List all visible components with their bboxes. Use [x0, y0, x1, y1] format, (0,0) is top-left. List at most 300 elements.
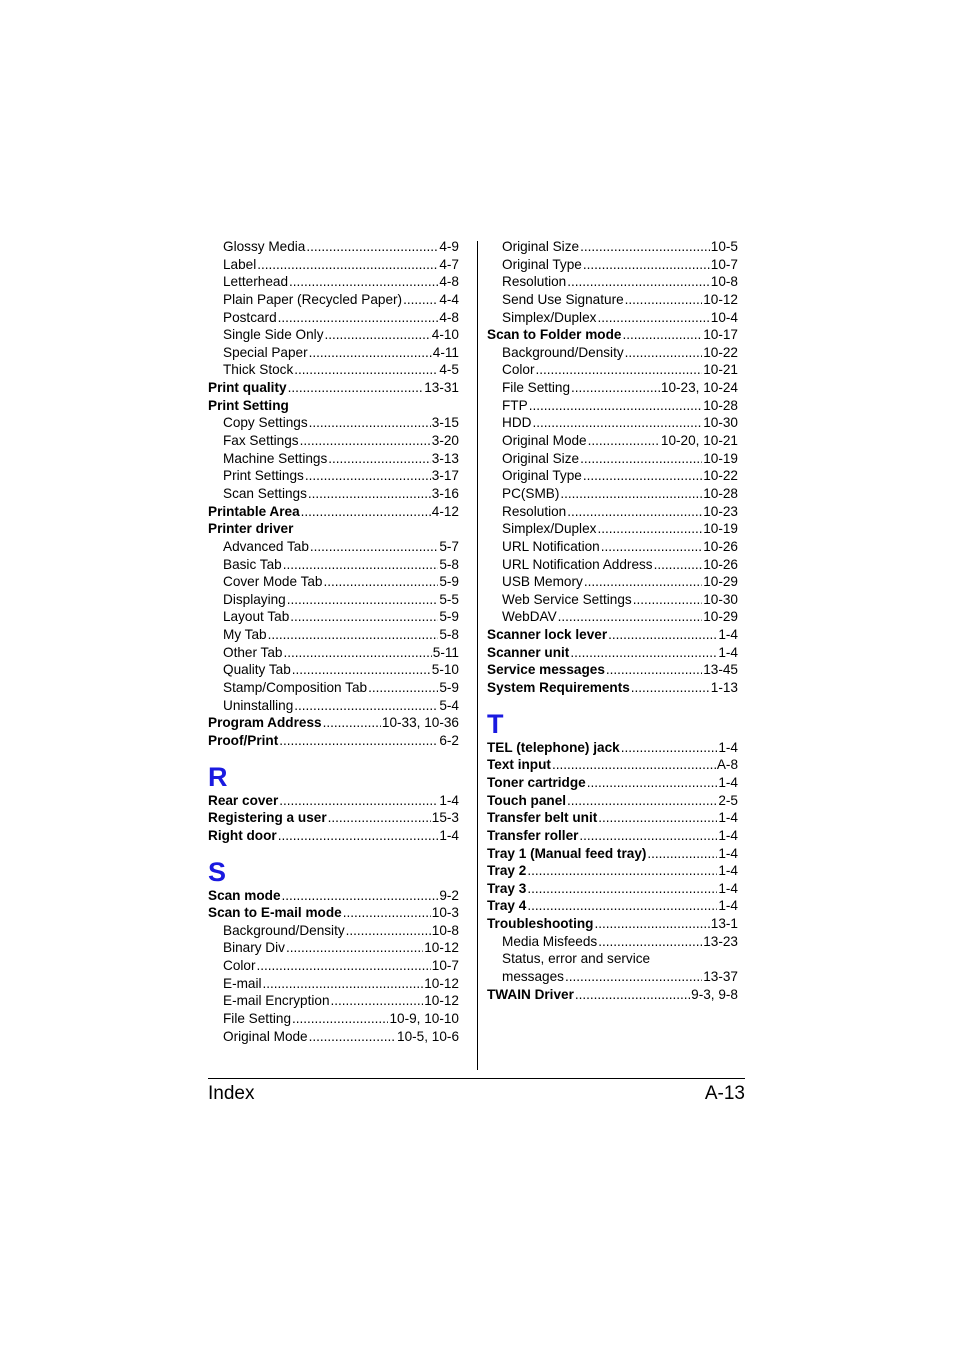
entry-page-ref: 10-12 — [424, 940, 459, 956]
dot-leader — [654, 556, 703, 574]
index-entry — [208, 904, 459, 922]
dot-leader — [309, 414, 431, 432]
index-entry — [487, 845, 738, 863]
entry-label: messages — [502, 968, 564, 984]
entry-page-ref: 5-7 — [439, 538, 459, 554]
entry-page-ref: 10-29 — [703, 609, 738, 625]
index-subentry — [487, 573, 738, 591]
index-subentry — [208, 644, 459, 662]
entry-label: Original Size — [502, 239, 580, 254]
dot-leader — [565, 968, 702, 986]
dot-leader — [567, 792, 717, 810]
entry-page-ref: 1-4 — [718, 810, 738, 826]
index-entry — [487, 756, 738, 774]
entry-label: Print quality — [208, 380, 287, 396]
entry-page-ref: 10-33, 10-36 — [381, 715, 459, 731]
dot-leader — [594, 915, 709, 933]
entry-label: Service messages — [487, 662, 605, 678]
footer-page-number: A-13 — [704, 1083, 745, 1104]
dot-leader — [579, 827, 717, 845]
dot-leader — [268, 626, 439, 644]
entry-label: My Tab — [223, 627, 267, 643]
index-subentry — [208, 361, 459, 379]
entry-label: Background/Density — [502, 344, 624, 360]
entry-label: Color — [502, 362, 535, 378]
index-subentry — [487, 608, 738, 626]
entry-page-ref: 10-22 — [703, 344, 738, 360]
entry-page-ref: 13-1 — [710, 916, 738, 932]
index-entry — [208, 827, 459, 845]
dot-leader — [633, 591, 703, 609]
dot-leader — [328, 809, 431, 827]
entry-page-ref: 4-5 — [439, 362, 459, 378]
dot-leader — [552, 756, 716, 774]
entry-page-ref: 3-15 — [431, 415, 459, 431]
entry-label: Layout Tab — [223, 609, 290, 625]
dot-leader — [606, 661, 702, 679]
dot-leader — [558, 608, 703, 626]
dot-leader — [256, 957, 430, 975]
entry-label: URL Notification Address — [502, 556, 653, 572]
entry-page-ref: 1-4 — [439, 827, 459, 843]
entry-page-ref: 1-4 — [718, 898, 738, 914]
entry-page-ref: 13-45 — [703, 662, 738, 678]
entry-page-ref: 5-5 — [439, 591, 459, 607]
dot-leader — [288, 379, 424, 397]
dot-leader — [532, 414, 702, 432]
entry-page-ref: 10-21 — [703, 362, 738, 378]
entry-page-ref: 13-37 — [703, 968, 738, 984]
index-subentry — [208, 291, 459, 309]
dot-leader — [570, 644, 717, 662]
entry-label: Quality Tab — [223, 662, 291, 678]
index-subentry — [487, 556, 738, 574]
dot-leader — [282, 887, 439, 905]
index-entry — [208, 520, 459, 538]
entry-label: Transfer belt unit — [487, 810, 598, 826]
entry-page-ref: 1-4 — [439, 792, 459, 808]
dot-leader — [309, 344, 432, 362]
entry-page-ref: 4-7 — [439, 256, 459, 272]
dot-leader — [625, 291, 703, 309]
dot-leader — [289, 273, 438, 291]
index-subentry — [487, 591, 738, 609]
column-divider — [477, 241, 478, 1070]
index-entry — [487, 326, 738, 344]
index-subentry — [487, 538, 738, 556]
entry-label: Thick Stock — [223, 362, 294, 378]
dot-leader — [529, 397, 703, 415]
entry-page-ref: 1-4 — [718, 644, 738, 660]
entry-label: FTP — [502, 397, 528, 413]
entry-label: E-mail — [223, 975, 262, 991]
index-entry — [487, 661, 738, 679]
entry-label: Touch panel — [487, 792, 567, 808]
index-entry — [487, 986, 738, 1004]
index-subentry — [487, 379, 738, 397]
index-entry — [208, 714, 459, 732]
entry-page-ref: 5-11 — [432, 644, 459, 660]
entry-label: Tray 2 — [487, 863, 527, 879]
entry-label: Fax Settings — [223, 433, 299, 449]
entry-label: Color — [223, 958, 256, 974]
entry-label: Other Tab — [223, 644, 283, 660]
entry-page-ref: 10-30 — [703, 591, 738, 607]
entry-label: Printable Area — [208, 503, 300, 519]
index-subentry — [208, 975, 459, 993]
index-subentry — [208, 957, 459, 975]
entry-page-ref: 1-4 — [718, 739, 738, 755]
entry-label: Print Setting — [208, 397, 289, 413]
entry-label: Original Mode — [502, 433, 587, 449]
entry-label: Rear cover — [208, 792, 279, 808]
entry-page-ref: 10-26 — [703, 556, 738, 572]
index-subentry — [487, 414, 738, 432]
entry-label: Registering a user — [208, 810, 327, 826]
index-subentry — [208, 238, 459, 256]
index-subentry — [208, 1010, 459, 1028]
index-subentry — [208, 538, 459, 556]
entry-page-ref: 10-28 — [703, 485, 738, 501]
index-entry — [487, 792, 738, 810]
entry-label: Cover Mode Tab — [223, 574, 323, 590]
entry-page-ref: 5-8 — [439, 627, 459, 643]
entry-page-ref: 5-4 — [439, 697, 459, 713]
entry-label: Transfer roller — [487, 827, 579, 843]
index-subentry — [208, 608, 459, 626]
index-entry — [487, 827, 738, 845]
index-entry — [487, 626, 738, 644]
dot-leader — [278, 309, 439, 327]
entry-page-ref: 10-5, 10-6 — [397, 1028, 459, 1044]
index-subentry — [208, 450, 459, 468]
dot-leader — [287, 591, 439, 609]
entry-page-ref: 15-3 — [431, 810, 459, 826]
entry-label: Background/Density — [223, 922, 345, 938]
dot-leader — [310, 538, 438, 556]
entry-page-ref: 10-8 — [431, 922, 459, 938]
footer-section-title: Index — [208, 1083, 255, 1104]
index-subentry — [208, 309, 459, 327]
dot-leader — [294, 697, 438, 715]
footer-rule — [208, 1078, 745, 1079]
entry-label: Scanner unit — [487, 644, 570, 660]
entry-page-ref: 1-4 — [718, 627, 738, 643]
entry-label: Print Settings — [223, 468, 304, 484]
index-entry — [487, 897, 738, 915]
dot-leader — [622, 326, 702, 344]
index-subentry — [208, 273, 459, 291]
index-subentry — [208, 485, 459, 503]
dot-leader — [328, 450, 431, 468]
entry-label: Basic Tab — [223, 556, 282, 572]
entry-label: Original Type — [502, 468, 582, 484]
index-subentry — [208, 556, 459, 574]
dot-leader — [587, 774, 718, 792]
entry-page-ref: 10-4 — [710, 309, 738, 325]
index-subentry — [208, 939, 459, 957]
entry-label: Displaying — [223, 591, 286, 607]
dot-leader — [575, 986, 690, 1004]
entry-label: Send Use Signature — [502, 291, 624, 307]
index-entry — [208, 792, 459, 810]
dot-leader — [300, 432, 431, 450]
dot-leader — [346, 922, 431, 940]
index-subentry — [487, 467, 738, 485]
dot-leader — [292, 1010, 388, 1028]
entry-page-ref: 1-4 — [718, 774, 738, 790]
entry-label: Toner cartridge — [487, 774, 586, 790]
dot-leader — [279, 732, 438, 750]
dot-leader — [368, 679, 438, 697]
entry-page-ref: 10-23 — [703, 503, 738, 519]
dot-leader — [580, 450, 702, 468]
entry-label: Scan Settings — [223, 485, 307, 501]
dot-leader — [294, 361, 438, 379]
entry-page-ref: 1-4 — [718, 827, 738, 843]
index-entry — [208, 887, 459, 905]
entry-label: Text input — [487, 757, 551, 773]
entry-label: Single Side Only — [223, 327, 324, 343]
dot-leader — [583, 467, 702, 485]
entry-label: TWAIN Driver — [487, 986, 574, 1002]
index-entry — [208, 503, 459, 521]
entry-page-ref: 10-12 — [703, 291, 738, 307]
entry-label: USB Memory — [502, 574, 583, 590]
entry-label: Special Paper — [223, 344, 308, 360]
entry-label: Status, error and service — [502, 951, 651, 967]
index-subentry — [487, 503, 738, 521]
index-subentry — [487, 238, 738, 256]
index-subentry — [208, 679, 459, 697]
index-subentry — [208, 432, 459, 450]
entry-page-ref: 3-16 — [431, 485, 459, 501]
index-subentry — [208, 326, 459, 344]
index-entry — [487, 739, 738, 757]
entry-page-ref: 4-4 — [439, 291, 459, 307]
entry-page-ref: 10-7 — [710, 256, 738, 272]
entry-label: Label — [223, 256, 257, 272]
entry-page-ref: 10-30 — [703, 415, 738, 431]
dot-leader — [580, 238, 710, 256]
index-entry — [487, 679, 738, 697]
index-subentry — [487, 273, 738, 291]
entry-label: Tray 3 — [487, 880, 527, 896]
entry-page-ref: 10-26 — [703, 538, 738, 554]
dot-leader — [283, 644, 431, 662]
entry-label: Uninstalling — [223, 697, 294, 713]
dot-leader — [343, 904, 431, 922]
dot-leader — [403, 291, 438, 309]
entry-label: Simplex/Duplex — [502, 521, 597, 537]
dot-leader — [292, 661, 431, 679]
dot-leader — [588, 432, 660, 450]
index-subentry — [487, 361, 738, 379]
entry-page-ref: 1-4 — [718, 880, 738, 896]
entry-page-ref: 3-20 — [431, 433, 459, 449]
dot-leader — [257, 256, 438, 274]
dot-leader — [597, 309, 709, 327]
entry-label: Glossy Media — [223, 239, 306, 254]
index-entry — [208, 732, 459, 750]
index-entry — [487, 880, 738, 898]
entry-label: Program Address — [208, 715, 322, 731]
entry-label: TEL (telephone) jack — [487, 739, 620, 755]
index-subentry — [487, 450, 738, 468]
index-subentry — [487, 485, 738, 503]
entry-label: Copy Settings — [223, 415, 308, 431]
entry-page-ref: 4-11 — [432, 344, 459, 360]
index-subentry — [487, 520, 738, 538]
index-entry — [487, 862, 738, 880]
index-subentry — [487, 950, 738, 968]
entry-label: Scan mode — [208, 887, 281, 903]
entry-page-ref: 5-8 — [439, 556, 459, 572]
dot-leader — [567, 273, 710, 291]
entry-page-ref: A-8 — [716, 757, 738, 773]
index-subentry — [208, 1028, 459, 1046]
index-subentry — [487, 933, 738, 951]
index-subentry — [487, 291, 738, 309]
dot-leader — [598, 809, 717, 827]
dot-leader — [308, 485, 431, 503]
entry-page-ref: 10-22 — [703, 468, 738, 484]
dot-leader — [263, 975, 424, 993]
dot-leader — [583, 256, 710, 274]
entry-label: URL Notification — [502, 538, 600, 554]
index-subentry — [487, 256, 738, 274]
entry-page-ref: 4-8 — [439, 309, 459, 325]
entry-page-ref: 9-2 — [439, 887, 459, 903]
entry-page-ref: 2-5 — [718, 792, 738, 808]
entry-page-ref: 5-9 — [439, 609, 459, 625]
entry-label: Letterhead — [223, 274, 289, 290]
index-subentry — [208, 344, 459, 362]
entry-label: Binary Div — [223, 940, 285, 956]
dot-leader — [283, 556, 439, 574]
entry-label: Postcard — [223, 309, 277, 325]
entry-label: Proof/Print — [208, 732, 279, 748]
entry-label: File Setting — [223, 1010, 292, 1026]
entry-page-ref: 10-8 — [710, 274, 738, 290]
entry-label: File Setting — [502, 380, 571, 396]
entry-label: WebDAV — [502, 609, 557, 625]
index-column-left — [208, 238, 459, 1045]
dot-leader — [290, 608, 438, 626]
index-subentry — [208, 922, 459, 940]
dot-leader — [325, 326, 431, 344]
entry-page-ref: 13-31 — [424, 380, 459, 396]
entry-label: Scan to Folder mode — [487, 327, 622, 343]
dot-leader — [331, 992, 424, 1010]
index-entry — [208, 809, 459, 827]
entry-page-ref: 10-3 — [431, 905, 459, 921]
dot-leader — [323, 714, 381, 732]
entry-page-ref: 10-29 — [703, 574, 738, 590]
entry-page-ref: 10-23, 10-24 — [660, 380, 738, 396]
dot-leader — [584, 573, 702, 591]
entry-label: Tray 1 (Manual feed tray) — [487, 845, 647, 861]
dot-leader — [278, 827, 439, 845]
dot-leader — [279, 792, 438, 810]
dot-leader — [324, 573, 439, 591]
dot-leader — [527, 880, 717, 898]
entry-page-ref: 10-12 — [424, 993, 459, 1009]
dot-leader — [567, 503, 702, 521]
entry-label: Simplex/Duplex — [502, 309, 597, 325]
entry-label: System Requirements — [487, 680, 630, 696]
index-entry — [487, 774, 738, 792]
entry-page-ref: 5-9 — [439, 574, 459, 590]
section-letter-r: R — [208, 761, 228, 792]
entry-page-ref: 1-4 — [718, 845, 738, 861]
entry-page-ref: 10-7 — [431, 958, 459, 974]
entry-label: Media Misfeeds — [502, 933, 598, 949]
dot-leader — [286, 939, 423, 957]
dot-leader — [535, 361, 702, 379]
index-entry — [208, 397, 459, 415]
entry-label: Original Size — [502, 450, 580, 466]
entry-label: Original Type — [502, 256, 582, 272]
entry-page-ref: 10-5 — [710, 239, 738, 254]
entry-page-ref: 5-9 — [439, 680, 459, 696]
entry-label: Right door — [208, 827, 277, 843]
entry-page-ref: 10-19 — [703, 450, 738, 466]
index-subentry — [208, 414, 459, 432]
entry-page-ref: 3-13 — [431, 450, 459, 466]
entry-page-ref: 1-4 — [718, 863, 738, 879]
section-letter-s: S — [208, 856, 227, 887]
entry-page-ref: 10-9, 10-10 — [389, 1010, 459, 1026]
index-subentry — [208, 467, 459, 485]
entry-page-ref: 3-17 — [431, 468, 459, 484]
index-subentry — [208, 256, 459, 274]
entry-label: Printer driver — [208, 521, 294, 537]
index-entry — [487, 809, 738, 827]
entry-page-ref: 10-12 — [424, 975, 459, 991]
entry-label: Scanner lock lever — [487, 627, 608, 643]
entry-page-ref: 4-8 — [439, 274, 459, 290]
index-subentry — [487, 397, 738, 415]
dot-leader — [625, 344, 703, 362]
dot-leader — [597, 520, 702, 538]
dot-leader — [306, 238, 438, 256]
index-subentry — [208, 591, 459, 609]
index-subentry — [208, 992, 459, 1010]
entry-label: Web Service Settings — [502, 591, 632, 607]
dot-leader — [527, 862, 717, 880]
entry-label: Troubleshooting — [487, 916, 594, 932]
entry-label: Resolution — [502, 503, 567, 519]
section-letter-t: T — [487, 708, 504, 739]
dot-leader — [571, 379, 660, 397]
entry-page-ref: 4-10 — [431, 327, 459, 343]
entry-label: PC(SMB) — [502, 485, 560, 501]
dot-leader — [601, 538, 703, 556]
dot-leader — [621, 739, 718, 757]
entry-label: Resolution — [502, 274, 567, 290]
entry-page-ref: 10-17 — [703, 327, 738, 343]
dot-leader — [560, 485, 702, 503]
entry-page-ref: 6-2 — [439, 732, 459, 748]
entry-page-ref: 10-28 — [703, 397, 738, 413]
entry-page-ref: 1-13 — [710, 680, 738, 696]
index-entry — [208, 379, 459, 397]
index-subentry — [208, 626, 459, 644]
index-subentry — [208, 573, 459, 591]
dot-leader — [309, 1028, 396, 1046]
entry-label: HDD — [502, 415, 532, 431]
